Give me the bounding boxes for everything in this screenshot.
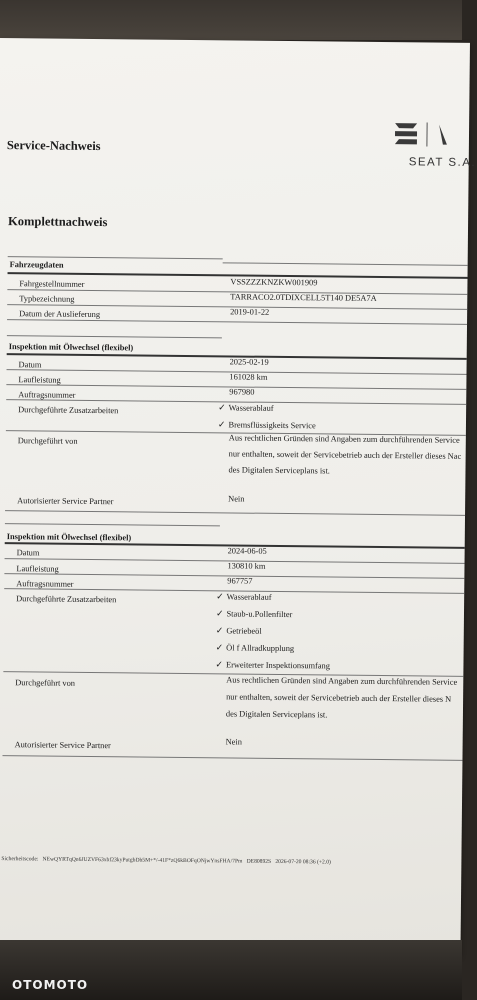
inspection-1-date: 2025-02-19: [229, 357, 269, 367]
brand-name: SEAT S.A.: [408, 156, 477, 169]
inspection-1-performed-label: Durchgeführt von: [17, 436, 78, 446]
section-subtitle: Komplettnachweis: [8, 214, 108, 230]
checkmark-icon: ✓: [215, 626, 224, 637]
inspection-2-extra-item: ✓ Wasserablauf: [216, 592, 272, 603]
inspection-2-order-label: Auftragsnummer: [16, 579, 74, 589]
watermark-logo: OTOMOTO: [12, 978, 89, 992]
inspection-1-mileage-label: Laufleistung: [18, 375, 61, 385]
seat-logo-icon: [393, 120, 461, 149]
background-top: [0, 0, 462, 40]
inspection-1-performed-text: Aus rechtlichen Gründen sind Angaben zum durchführenden Service: [228, 433, 460, 445]
security-code-value: NEwQYRTqQn6JUZVF63xbf23kyPutgbDb5M+*/-41F*zQ6kBOFqONjwYnsFHA/7Pm: [42, 856, 243, 865]
inspection-2-performed-label: Durchgeführt von: [15, 678, 76, 688]
checkmark-icon: ✓: [218, 403, 226, 414]
divider: [2, 755, 462, 761]
vin-value: VSSZZZKNZKW001909: [230, 277, 318, 288]
inspection-1-extra-label: Durchgeführte Zusatzarbeiten: [18, 405, 119, 416]
inspection-2-extra-item: ✓ Staub-u.Pollenfilter: [215, 609, 293, 620]
inspection-2-date: 2024-06-05: [227, 546, 267, 556]
dealer-number: DE80892S: [246, 858, 272, 865]
inspection-1-extra-item: ✓ Bremsflüssigkeits Service: [217, 420, 316, 431]
divider: [5, 523, 220, 526]
inspection-2-date-label: Datum: [16, 548, 40, 558]
inspection-2-extra-item: ✓ Getriebeöl: [215, 626, 262, 637]
security-code-label: Sicherheitscode:: [1, 856, 39, 863]
checkmark-icon: ✓: [215, 609, 224, 620]
checkmark-icon: ✓: [217, 420, 226, 431]
inspection-1-partner-value: Nein: [228, 494, 245, 504]
inspection-2-extra-item: ✓ Öl f Allradkupplung: [215, 643, 295, 654]
vehicle-heading: Fahrzeugdaten: [9, 260, 64, 270]
inspection-2-order: 967757: [227, 576, 253, 586]
divider: [7, 335, 222, 338]
checkmark-icon: ✓: [215, 643, 224, 654]
print-timestamp: 2026-07-20 08:36 (+2.0): [275, 858, 331, 866]
inspection-1-date-label: Datum: [18, 360, 42, 370]
checkmark-icon: ✓: [215, 660, 224, 671]
document-title: Service-Nachweis: [6, 138, 101, 154]
inspection-1-heading: Inspektion mit Ölwechsel (flexibel): [8, 342, 134, 353]
inspection-2-performed-text: des Digitalen Serviceplans ist.: [225, 709, 328, 720]
security-code-line: [1, 856, 331, 865]
divider: [223, 262, 468, 266]
inspection-1-extra-item: ✓ Wasserablauf: [218, 403, 274, 414]
document-page: [0, 38, 477, 955]
inspection-1-mileage: 161028 km: [229, 372, 268, 382]
inspection-1-performed-text: nur enthalten, soweit der Servicebetrieb auch der Ersteller dieses Nac: [228, 449, 462, 461]
inspection-2-performed-text: Aus rechtlichen Gründen sind Angaben zum durchführenden Service: [226, 675, 458, 687]
vin-label: Fahrgestellnummer: [19, 279, 85, 289]
inspection-2-mileage-label: Laufleistung: [16, 564, 59, 574]
type-value: TARRACO2.0TDIXCELL5T140 DE5A7A: [230, 292, 377, 303]
inspection-2-partner-label: Autorisierter Service Partner: [14, 740, 111, 751]
inspection-2-extra-item: ✓ Erweiterter Inspektionsumfang: [215, 660, 331, 671]
inspection-2-partner-value: Nein: [225, 737, 242, 747]
inspection-2-performed-text: nur enthalten, soweit der Servicebetrieb auch der Ersteller dieses N: [226, 692, 452, 704]
delivery-date-value: 2019-01-22: [230, 307, 270, 317]
inspection-1-partner-label: Autorisierter Service Partner: [17, 496, 114, 507]
divider: [8, 256, 223, 259]
inspection-1-order: 967980: [229, 387, 255, 397]
inspection-1-order-label: Auftragsnummer: [18, 390, 76, 400]
type-label: Typbezeichnung: [19, 294, 75, 304]
inspection-2-extra-label: Durchgeführte Zusatzarbeiten: [16, 594, 117, 605]
divider: [5, 510, 465, 516]
divider: [7, 319, 467, 325]
checkmark-icon: ✓: [216, 592, 224, 603]
inspection-1-performed-text: des Digitalen Serviceplans ist.: [228, 465, 330, 476]
inspection-2-mileage: 130810 km: [227, 561, 266, 571]
delivery-date-label: Datum der Auslieferung: [19, 309, 101, 320]
inspection-2-heading: Inspektion mit Ölwechsel (flexibel): [6, 532, 132, 543]
